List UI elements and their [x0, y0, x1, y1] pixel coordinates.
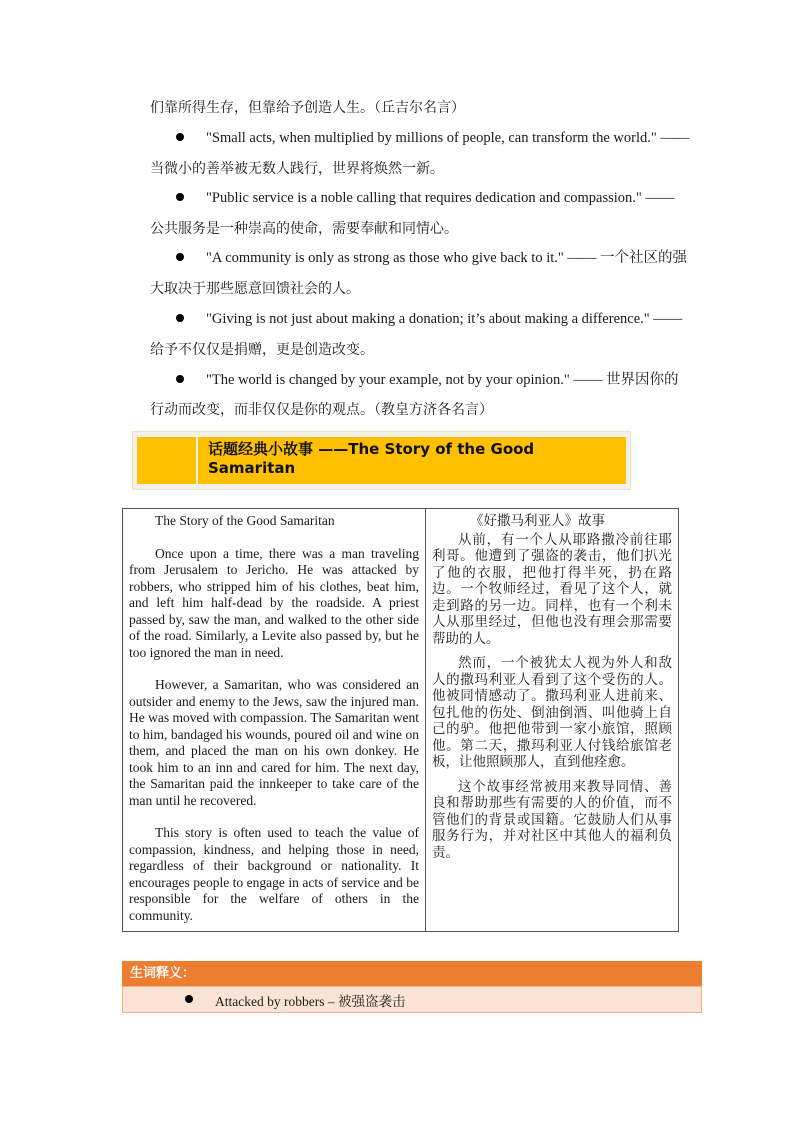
english-story-title: The Story of the Good Samaritan [155, 513, 335, 528]
bullet-icon [176, 375, 184, 383]
quote-translation: 大取决于那些愿意回馈社会的人。 [150, 281, 360, 297]
quote-item [176, 370, 679, 390]
chinese-paragraph: 然而，一个被犹太人视为外人和敌人的撒玛利亚人看到了这个受伤的人。他被同情感动了。撒玛利亚人进前来、包扎他的伤处、倒油倒酒、叫他骑上自己的驴。他把他带到一家小旅馆，照顾他。第二天，撒玛利亚人付钱给旅馆老板，让他照顾那人，直到他痊愈。 [432, 655, 672, 770]
quote-translation: 公共服务是一种崇高的使命，需要奉献和同情心。 [150, 221, 458, 237]
english-story-cell [123, 509, 426, 932]
english-paragraph: This story is often used to teach the value of compassion, kindness, and helping those in need, regardless of their background or nationality. It encourages people to engage in acts of service and be responsible for the welfare of others in the community. [129, 825, 419, 923]
quote-translation: 当微小的善举被无数人践行，世界将焕然一新。 [150, 161, 444, 177]
quote-text: "Giving is not just about making a donation; it’s about making a difference." —— [206, 311, 683, 327]
bullet-icon [176, 253, 184, 261]
quote-translation: 行动而改变，而非仅仅是你的观点。（教皇方济各名言） [150, 402, 493, 418]
chinese-paragraph: 从前，有一个人从耶路撒冷前往耶利哥。他遭到了强盗的袭击，他们扒光了他的衣服，把他打得半死，扔在路边。一个牧师经过，看见了这个人，就走到路的另一边。同样，也有一个利未人从那里经过，但他也没有理会那需要帮助的人。 [432, 531, 672, 647]
section-banner [133, 432, 630, 489]
banner-accent-block [137, 437, 198, 484]
story-table [122, 508, 679, 932]
quote-text: "The world is changed by your example, not by your opinion." —— 世界因你的 [206, 372, 679, 388]
bullet-icon [185, 995, 193, 1003]
bullet-icon [176, 133, 184, 141]
quote-item [176, 248, 687, 268]
bullet-icon [176, 193, 184, 201]
text-line: 们靠所得生存，但靠给予创造人生。（丘吉尔名言） [150, 100, 465, 116]
chinese-paragraph: 这个故事经常被用来教导同情、善良和帮助那些有需要的人的价值，而不管他们的背景或国籍。它鼓励人们从事服务行为，并对社区中其他人的福利负责。 [432, 778, 672, 861]
quote-item [176, 188, 674, 208]
banner-title: 话题经典小故事 ——The Story of the Good Samaritan [208, 440, 535, 477]
bullet-icon [176, 314, 184, 322]
quote-item [176, 128, 689, 148]
english-paragraph: However, a Samaritan, who was considered an outsider and enemy to the Jews, saw the injured man. He was moved with compassion. The Samaritan went to him, bandaged his wounds, poured oil and wine on them, and placed the man on his own donkey. He took him to an inn and cared for him. The next day, the Samaritan paid the innkeeper to take care of the man until he recovered. [129, 677, 419, 808]
vocab-item-text: Attacked by robbers – 被强盗袭击 [215, 993, 406, 1009]
chinese-story-title: 《好撒马利亚人》故事 [470, 513, 605, 529]
quote-item [176, 309, 682, 329]
quote-text: "A community is only as strong as those who give back to it." —— 一个社区的强 [206, 250, 688, 266]
quote-translation: 给予不仅仅是捐赠，更是创造改变。 [150, 342, 374, 358]
quote-text: "Small acts, when multiplied by millions of people, can transform the world." —— [206, 130, 690, 146]
vocab-item [122, 986, 702, 1013]
quote-text: "Public service is a noble calling that requires dedication and compassion." —— [206, 190, 675, 206]
english-paragraph: Once upon a time, there was a man traveling from Jerusalem to Jericho. He was attacked by robbers, who stripped him of his clothes, beat him, and left him half-dead by the roadside. A priest passed by, saw the man, and walked to the other side of the road. Similarly, a Levite also passed by, but he too ignored the man in need. [129, 545, 419, 660]
chinese-story-cell [426, 509, 679, 932]
vocab-heading: 生词释义： [122, 961, 702, 986]
